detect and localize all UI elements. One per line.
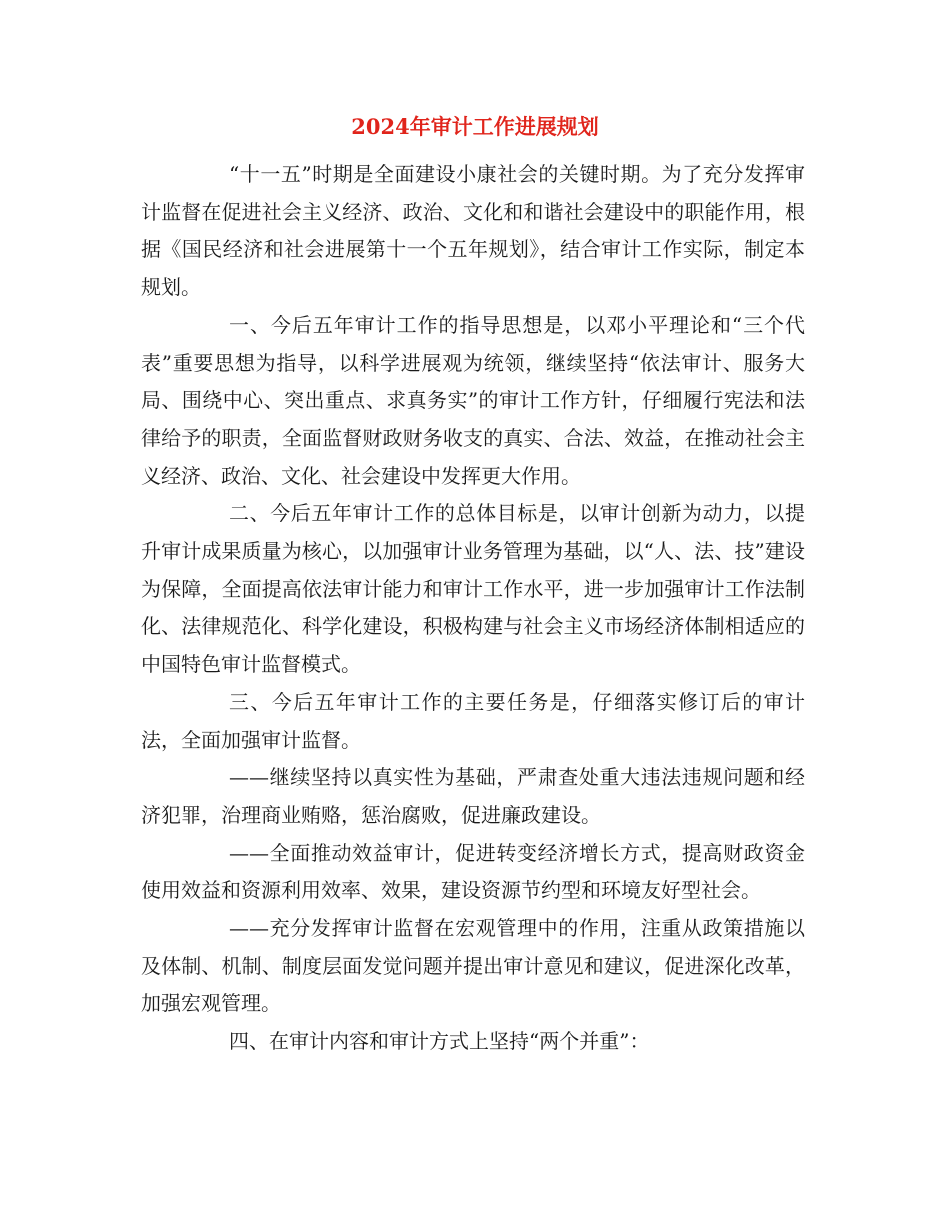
document-title: 2024年审计工作进展规划: [351, 114, 599, 139]
paragraph-guiding-ideology: 一、今后五年审计工作的指导思想是，以邓小平理论和“三个代表”重要思想为指导，以科学进展观为统领，继续坚持“依法审计、服务大局、围绕中心、突出重点、求真务实”的审计工作方针，仔细履行宪法和法律给予的职责，全面监督财政财务收支的真实、合法、效益，在推动社会主义经济、政治、文化、社会建设中发挥更大作用。: [141, 312, 805, 488]
paragraph-task-macro-management: ——充分发挥审计监督在宏观管理中的作用，注重从政策措施以及体制、机制、制度层面发觉问题并提出审计意见和建议，促进深化改革，加强宏观管理。: [141, 916, 805, 1016]
paragraph-task-authenticity: ——继续坚持以真实性为基础，严肃查处重大违法违规问题和经济犯罪，治理商业贿赂，惩治腐败，促进廉政建设。: [141, 765, 805, 827]
paragraph-overall-goal: 二、今后五年审计工作的总体目标是，以审计创新为动力，以提升审计成果质量为核心，以加强审计业务管理为基础，以“人、法、技”建设为保障，全面提高依法审计能力和审计工作水平，进一步加强审计工作法制化、法律规范化、科学化建设，积极构建与社会主义市场经济体制相适应的中国特色审计监督模式。: [141, 501, 805, 677]
document-body: [141, 156, 805, 1061]
paragraph-two-emphases: 四、在审计内容和审计方式上坚持“两个并重”：: [229, 1029, 650, 1054]
paragraph-task-efficiency: ——全面推动效益审计，促进转变经济增长方式，提高财政资金使用效益和资源利用效率、效果，建设资源节约型和环境友好型社会。: [141, 840, 805, 903]
paragraph-intro: “十一五”时期是全面建设小康社会的关键时期。为了充分发挥审计监督在促进社会主义经济、政治、文化和和谐社会建设中的职能作用，根据《国民经济和社会进展第十一个五年规划》，结合审计工作实际，制定本规划。: [141, 162, 805, 300]
paragraph-main-tasks: 三、今后五年审计工作的主要任务是，仔细落实修订后的审计法，全面加强审计监督。: [141, 689, 805, 752]
